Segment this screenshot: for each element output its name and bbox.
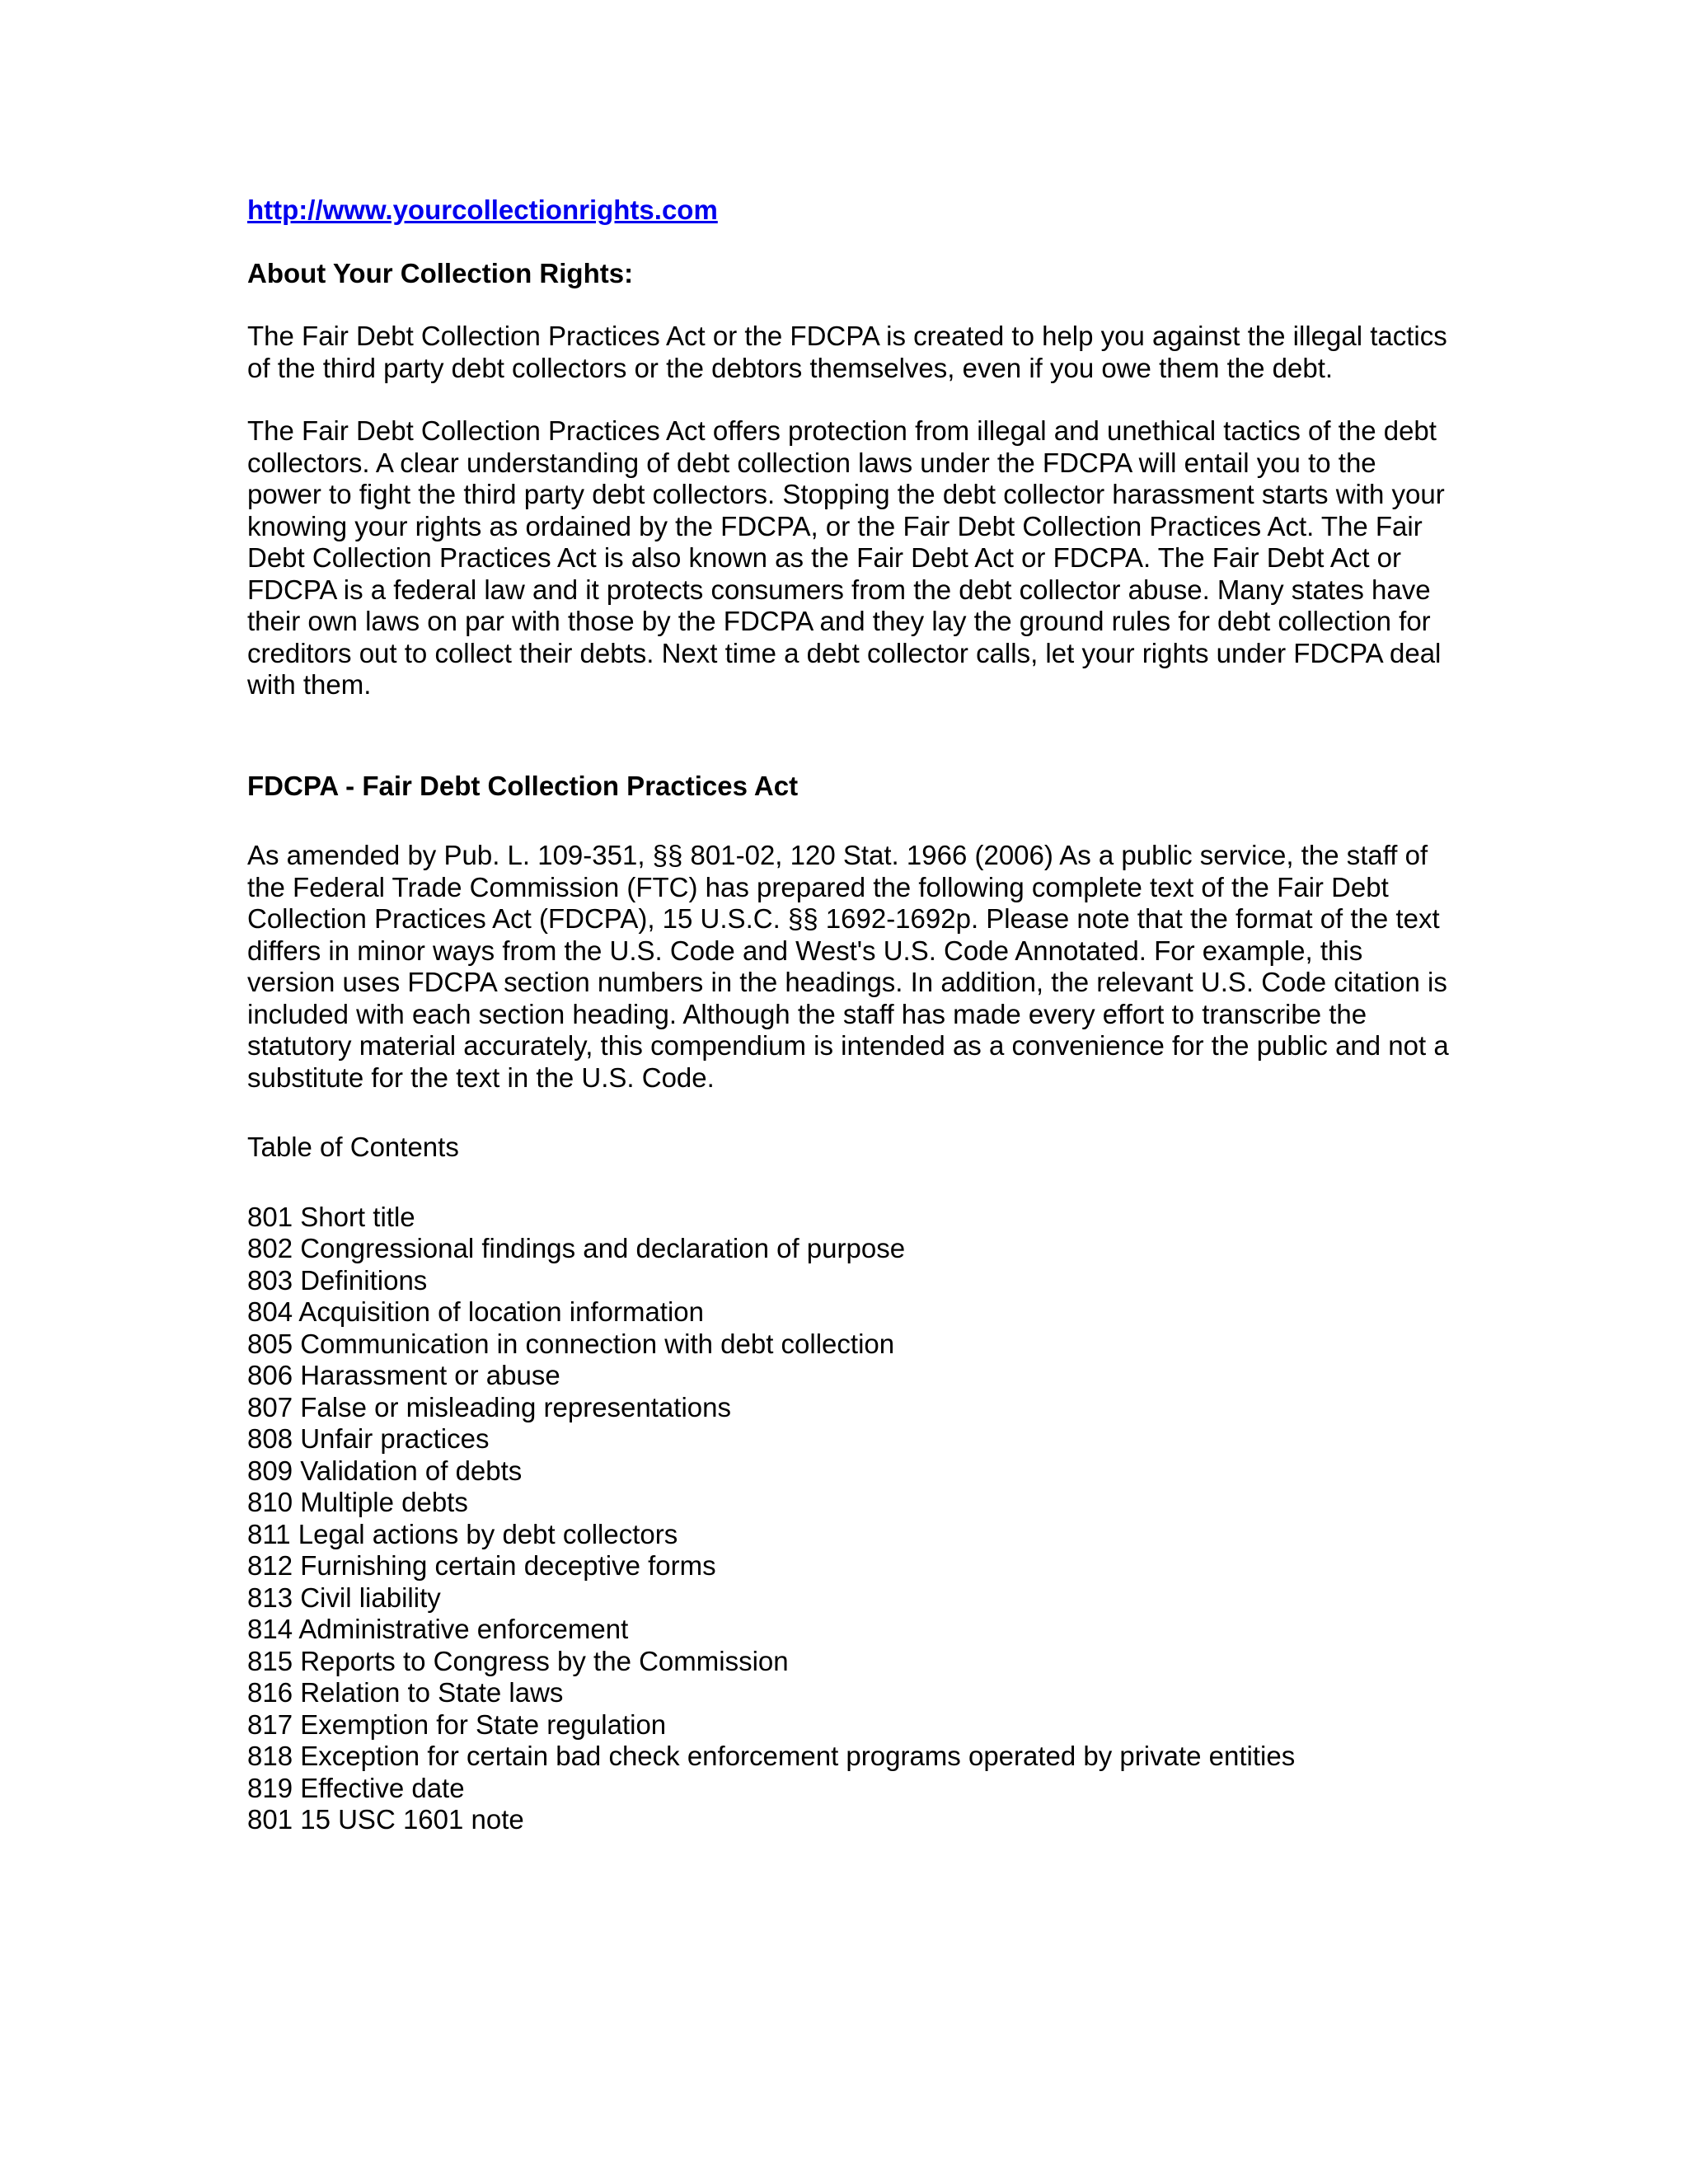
toc-item: 805 Communication in connection with debt collection	[247, 1328, 895, 1359]
toc-item: 819 Effective date	[247, 1772, 465, 1803]
table-of-contents	[247, 1202, 1451, 1836]
protection-paragraph: The Fair Debt Collection Practices Act offers protection from illegal and unethical tactics of the debt collectors. A clear understanding of debt collection laws under the FDCPA will entail you to the power to fight the third party debt collectors. Stopping the debt collector harassment starts with your knowing your rights as ordained by the FDCPA, or the Fair Debt Collection Practices Act. The Fair Debt Collection Practices Act is also known as the Fair Debt Act or FDCPA. The Fair Debt Act or FDCPA is a federal law and it protects consumers from the debt collector abuse. Many states have their own laws on par with those by the FDCPA and they lay the ground rules for debt collection for creditors out to collect their debts. Next time a debt collector calls, let your rights under FDCPA deal with them.	[247, 415, 1445, 700]
toc-item: 806 Harassment or abuse	[247, 1360, 560, 1390]
intro-paragraph: The Fair Debt Collection Practices Act or the FDCPA is created to help you against the illegal tactics of the third party debt collectors or the debtors themselves, even if you owe them the debt.	[247, 321, 1447, 383]
toc-item: 809 Validation of debts	[247, 1455, 523, 1486]
document-page	[247, 194, 1451, 1836]
website-link[interactable]: http://www.yourcollectionrights.com	[247, 194, 718, 225]
act-heading: FDCPA - Fair Debt Collection Practices Act	[247, 770, 799, 801]
toc-item: 816 Relation to State laws	[247, 1677, 564, 1708]
toc-item: 801 Short title	[247, 1201, 415, 1232]
toc-item: 802 Congressional findings and declaration of purpose	[247, 1233, 906, 1263]
about-heading: About Your Collection Rights:	[247, 257, 634, 288]
toc-title: Table of Contents	[247, 1132, 459, 1162]
toc-item: 804 Acquisition of location information	[247, 1296, 705, 1327]
toc-item: 817 Exemption for State regulation	[247, 1708, 667, 1740]
toc-item: 812 Furnishing certain deceptive forms	[247, 1550, 716, 1581]
toc-item: 801 15 USC 1601 note	[247, 1804, 524, 1835]
toc-item: 813 Civil liability	[247, 1582, 441, 1613]
toc-item: 814 Administrative enforcement	[247, 1614, 629, 1644]
toc-item: 808 Unfair practices	[247, 1423, 490, 1454]
toc-item: 815 Reports to Congress by the Commission	[247, 1645, 789, 1676]
toc-item: 810 Multiple debts	[247, 1487, 468, 1517]
toc-item: 803 Definitions	[247, 1264, 428, 1296]
toc-item: 807 False or misleading representations	[247, 1391, 731, 1422]
amended-paragraph: As amended by Pub. L. 109-351, §§ 801-02, 120 Stat. 1966 (2006) As a public service, the staff of the Federal Trade Commission (FTC) has prepared the following complete text of the Fair Debt Collection Practices Act (FDCPA), 15 U.S.C. §§ 1692-1692p. Please note that the format of the text differs in minor ways from the U.S. Code and West's U.S. Code Annotated. For example, this version uses FDCPA section numbers in the headings. In addition, the relevant U.S. Code citation is included with each section heading. Although the staff has made every effort to transcribe the statutory material accurately, this compendium is intended as a convenience for the public and not a substitute for the text in the U.S. Code.	[247, 840, 1449, 1093]
toc-item: 811 Legal actions by debt collectors	[247, 1518, 678, 1549]
toc-item: 818 Exception for certain bad check enforcement programs operated by private entities	[247, 1741, 1296, 1771]
